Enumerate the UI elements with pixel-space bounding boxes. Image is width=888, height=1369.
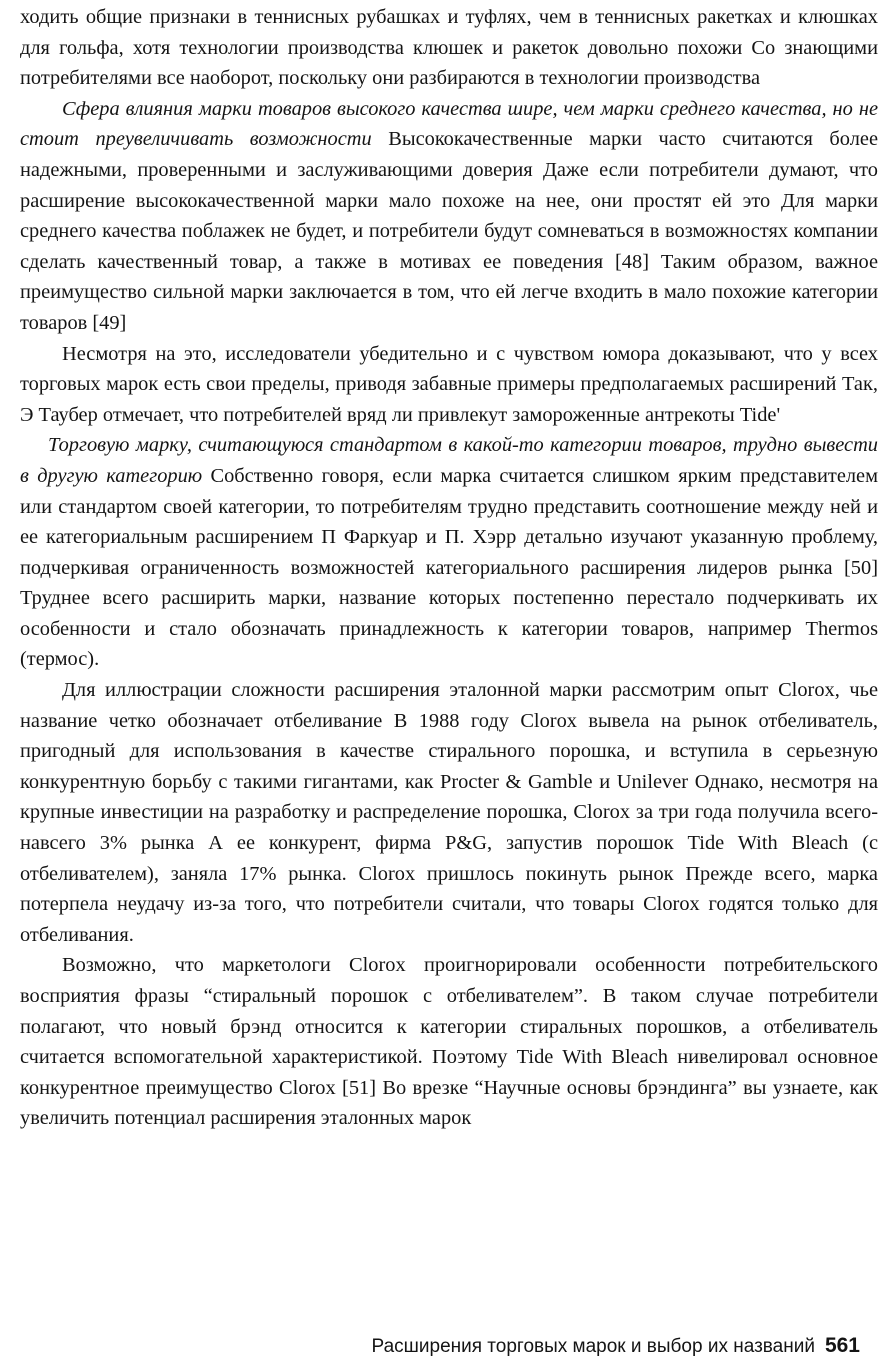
paragraph-4-lead: Торговую марку, считающуюся стандартом в какой-то категории товаров, трудно вывести в другую категорию	[20, 434, 878, 487]
paragraph-2-text: Высококачественные марки часто считаются более надежными, проверенными и заслуживающими доверия Даже если потребители думают, что расширение высококачественной марки мало похоже на нее, они простят ей это Для марки среднего качества поблажек не будет, и потребители будут сомневаться в возможностях компании сделать качественный товар, а также в мотивах ее поведения [48] Таким образом, важное преимущество сильной марки заключается в том, что ей легче входить в мало похожие категории товаров [49]	[20, 128, 878, 334]
paragraph-4-text: Собственно говоря, если марка считается слишком ярким представителем или стандартом своей категории, то потребителям трудно представить соотношение между ней и ее категориальным расширением П Фаркуар и П. Хэрр детально изучают указанную проблему, подчеркивая ограниченность возможностей категориального расширения лидеров рынка [50] Труднее всего расширить марки, название которых постепенно перестало подчеркивать их особенности и стало обозначать принадлежность к категории товаров, например Thermos (термос).	[20, 464, 878, 671]
page-number: 561	[824, 1334, 860, 1357]
paragraph-4	[20, 430, 878, 675]
page-footer	[372, 1334, 860, 1358]
paragraph-1-text: ходить общие признаки в теннисных рубашках и туфлях, чем в теннисных ракетках и клюшках для гольфа, хотя технологии производства клюшек и ракеток довольно похожи Со знающими потребителями все наоборот, поскольку они разбираются в технологии производства	[20, 6, 878, 90]
paragraph-6	[20, 950, 878, 1134]
page-body	[20, 2, 878, 1134]
running-title: Расширения торговых марок и выбор их названий	[371, 1336, 815, 1357]
paragraph-5	[20, 675, 878, 950]
paragraph-3-text: Несмотря на это, исследователи убедительно и с чувством юмора доказывают, что у всех торговых марок есть свои пределы, приводя забавные примеры предполагаемых расширений Так, Э Таубер отмечает, что потребителей вряд ли привлекут замороженные антрекоты Tide'	[20, 342, 878, 426]
paragraph-1	[20, 2, 878, 94]
paragraph-2-lead: Сфера влияния марки товаров высокого качества шире, чем марки среднего качества, но не стоит преувеличивать возможности	[20, 97, 878, 151]
paragraph-2	[20, 94, 878, 339]
paragraph-5-text: Для иллюстрации сложности расширения эталонной марки рассмотрим опыт Clorox, чье название четко обозначает отбеливание В 1988 году Clorox вывела на рынок отбеливатель, пригодный для использования в качестве стирального порошка, и вступила в серьезную конкурентную борьбу с такими гигантами, как Procter & Gamble и Unilever Однако, несмотря на крупные инвестиции на разработку и распределение порошка, Clorox за три года получила всего-навсего 3% рынка А ее конкурент, фирма P&G, запустив порошок Tide With Bleach (с отбеливателем), заняла 17% рынка. Clorox пришлось покинуть рынок Прежде всего, марка потерпела неудачу из-за того, что потребители считали, что товары Clorox годятся только для отбеливания.	[20, 679, 878, 946]
paragraph-3	[20, 339, 878, 431]
paragraph-6-text: Возможно, что маркетологи Clorox проигнорировали особенности потребительского восприятия фразы “стиральный порошок с отбеливателем”. В таком случае потребители полагают, что новый брэнд относится к категории стиральных порошков, а отбеливатель считается вспомогательной характеристикой. Поэтому Tide With Bleach нивелировал основное конкурентное преимущество Clorox [51] Во врезке “Научные основы брэндинга” вы узнаете, как увеличить потенциал расширения эталонных марок	[20, 954, 878, 1130]
